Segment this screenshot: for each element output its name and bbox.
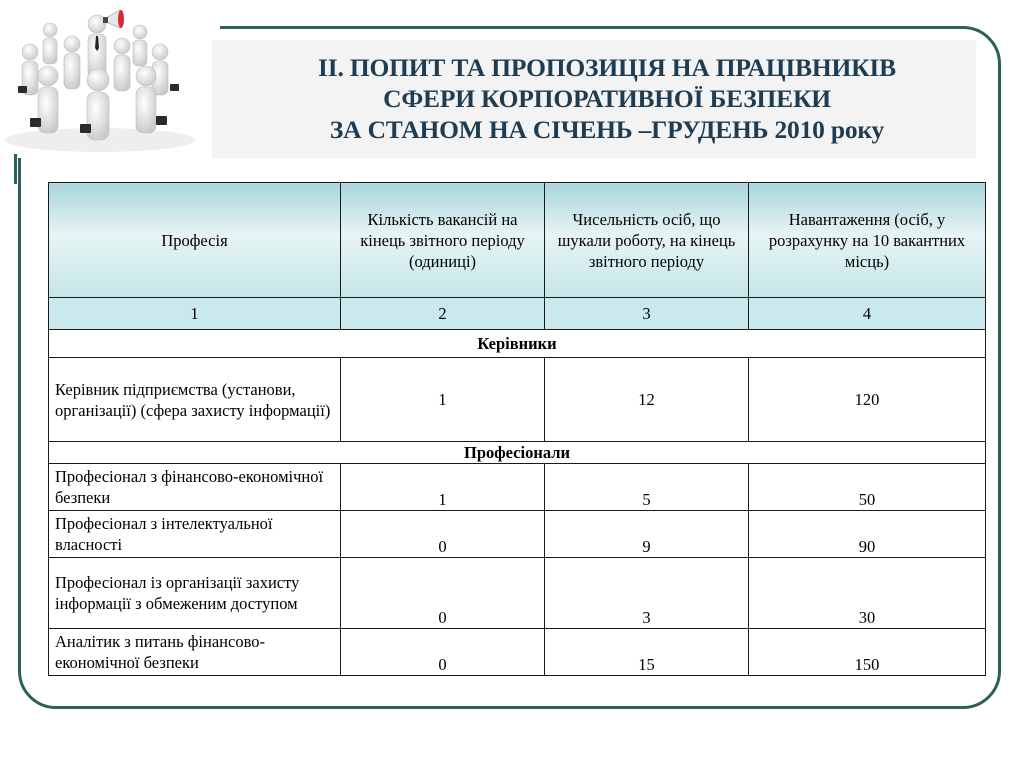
seekers-cell: 5: [545, 464, 749, 511]
column-number: 3: [545, 298, 749, 330]
header-seekers: Чисельність осіб, що шукали роботу, на кінець звітного періоду: [545, 183, 749, 298]
vacancy-table: [48, 182, 986, 676]
seekers-cell: 3: [545, 558, 749, 629]
title-line-2: СФЕРИ КОРПОРАТИВНОЇ БЕЗПЕКИ: [383, 84, 831, 113]
profession-cell: Аналітик з питань фінансово-економічної безпеки: [49, 629, 341, 676]
column-number: 1: [49, 298, 341, 330]
group-heading: Керівники: [49, 330, 986, 358]
table-row: [49, 358, 986, 442]
column-number: 4: [749, 298, 986, 330]
profession-cell: Професіонал з фінансово-економічної безпеки: [49, 464, 341, 511]
seekers-cell: 12: [545, 358, 749, 442]
vacancies-cell: 0: [341, 558, 545, 629]
header-row: [49, 183, 986, 298]
table-row: [49, 558, 986, 629]
table-row: [49, 629, 986, 676]
profession-cell: Професіонал з інтелектуальної власності: [49, 511, 341, 558]
header-load: Навантаження (осіб, у розрахунку на 10 вакантних місць): [749, 183, 986, 298]
column-number-row: [49, 298, 986, 330]
group-heading: Професіонали: [49, 442, 986, 464]
profession-cell: Професіонал із організації захисту інформації з обмеженим доступом: [49, 558, 341, 629]
vacancies-cell: 1: [341, 464, 545, 511]
profession-cell: Керівник підприємства (установи, організації) (сфера захисту інформації): [49, 358, 341, 442]
load-cell: 30: [749, 558, 986, 629]
group-row: [49, 442, 986, 464]
group-row: [49, 330, 986, 358]
seekers-cell: 9: [545, 511, 749, 558]
column-number: 2: [341, 298, 545, 330]
title-line-3: ЗА СТАНОМ НА СІЧЕНЬ –ГРУДЕНЬ 2010 року: [329, 115, 885, 144]
people-icon: [0, 0, 214, 158]
load-cell: 50: [749, 464, 986, 511]
vacancies-cell: 0: [341, 511, 545, 558]
page-title: [212, 52, 1002, 145]
business-people-illustration: [0, 0, 214, 158]
header-profession: Професія: [49, 183, 341, 298]
load-cell: 120: [749, 358, 986, 442]
load-cell: 90: [749, 511, 986, 558]
load-cell: 150: [749, 629, 986, 676]
table-row: [49, 464, 986, 511]
table-row: [49, 511, 986, 558]
vacancies-cell: 1: [341, 358, 545, 442]
seekers-cell: 15: [545, 629, 749, 676]
vacancies-cell: 0: [341, 629, 545, 676]
title-line-1: ІІ. ПОПИТ ТА ПРОПОЗИЦІЯ НА ПРАЦІВНИКІВ: [318, 53, 896, 82]
frame-accent: [14, 154, 17, 184]
header-vacancies: Кількість вакансій на кінець звітного періоду (одиниці): [341, 183, 545, 298]
